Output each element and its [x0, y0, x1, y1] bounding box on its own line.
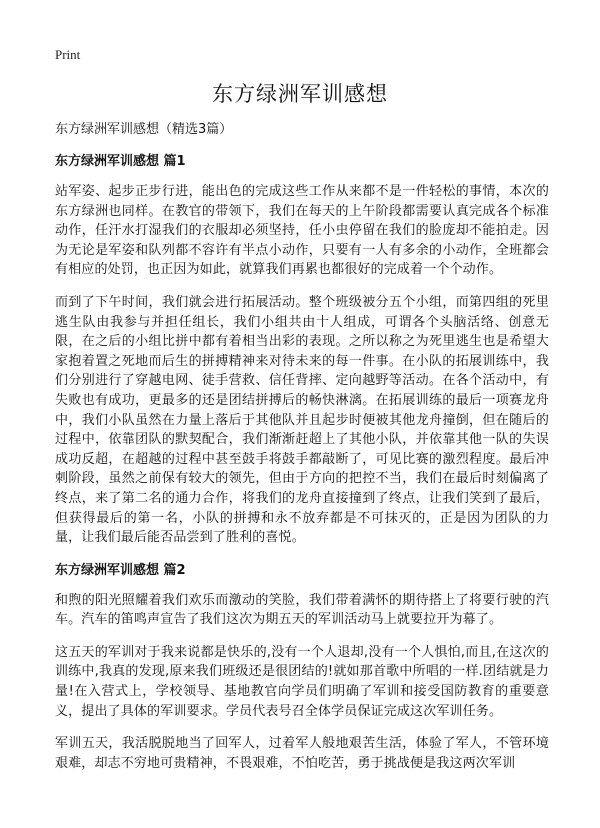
document-body — [55, 120, 549, 786]
print-link[interactable]: Print — [55, 47, 81, 62]
paragraph: 站军姿、起步正步行进，能出色的完成这些工作从来都不是一件轻松的事情，本次的东方绿洲也同样。在教官的带领下，我们在每天的上午阶段都需要认真完成各个标准动作，任汗水打湿我们的衣服却必须坚持，任小虫停留在我们的脸庞却不能拍走。因为无论是军姿和队列都不容许有半点小动作，只要有一人有多余的小动作，全班都会有相应的处罚，也正因为如此，就算我们再累也都很好的完成着一个个动作。 — [55, 184, 549, 278]
document-title: 东方绿洲军训感想 — [212, 82, 388, 106]
document-subtitle: 东方绿洲军训感想（精选3篇） — [55, 122, 233, 137]
paragraph: 而到了下午时间，我们就会进行拓展活动。整个班级被分五个小组，而第四组的死里逃生队由我参与并担任组长，我们小组共由十人组成，可谓各个头脑活络、创意无限，在之后的小组比拼中都有着相当出彩的表现。之所以称之为死里逃生也是希望大家抱着置之死地而后生的拼搏精神来对待未来的每一件事。在小队的拓展训练中，我们分别进行了穿越电网、徒手营救、信任背摔、定向越野等活动。在各个活动中，有失败也有成功，更最多的还是团结拼搏后的畅快淋漓。在拓展训练的最后一项赛龙舟中，我们小队虽然在力量上落后于其他队并且起步时便被其他龙舟撞倒，但在随后的过程中，依靠团队的默契配合，我们渐渐赶超上了其他小队，并依靠其他一队的失误成功反超，在超越的过程中甚至鼓手将鼓手都敲断了，可见比赛的激烈程度。最后冲刺阶段，虽然之前保有较大的领先，但由于方向的把控不当，我们在最后时刻偏离了终点，来了第二名的通力合作，将我们的龙舟直接撞到了终点，让我们笑到了最后，但获得最后的第一名，小队的拼搏和永不放弃都是不可抹灭的，正是因为团队的力量，让我们最后能否品尝到了胜利的喜悦。 — [55, 294, 549, 546]
paragraph: 军训五天，我活脱脱地当了回军人，过着军人般地艰苦生活，体验了军人，不管环境艰难，却志不穷地可贵精神，不畏艰难，不怕吃苦，勇于挑战便是我这两次军训 — [55, 736, 549, 771]
section-heading: 东方绿洲军训感想 篇1 — [55, 154, 186, 169]
section-heading: 东方绿洲军训感想 篇2 — [55, 562, 186, 578]
essay-section-1 — [55, 152, 549, 548]
paragraph: 这五天的军训对于我来说都是快乐的,没有一个人退却,没有一个人惧怕,而且,在这次的训练中,我真的发现,原来我们班级还是很团结的!就如那首歌中所唱的一样.团结就是力量!在入营式上，学校领导、基地教官向学员们明确了军训和接受国防教育的重要意义，提出了具体的军训要求。学员代表号召全体学员保证完成这次军训任务。 — [55, 644, 549, 719]
paragraph: 和煦的阳光照耀着我们欢乐而激动的笑脸，我们带着满怀的期待搭上了将要行驶的汽车。汽车的笛鸣声宣告了我们这次为期五天的军训活动马上就要拉开为幕了。 — [55, 592, 549, 628]
essay-section-2 — [55, 561, 549, 774]
